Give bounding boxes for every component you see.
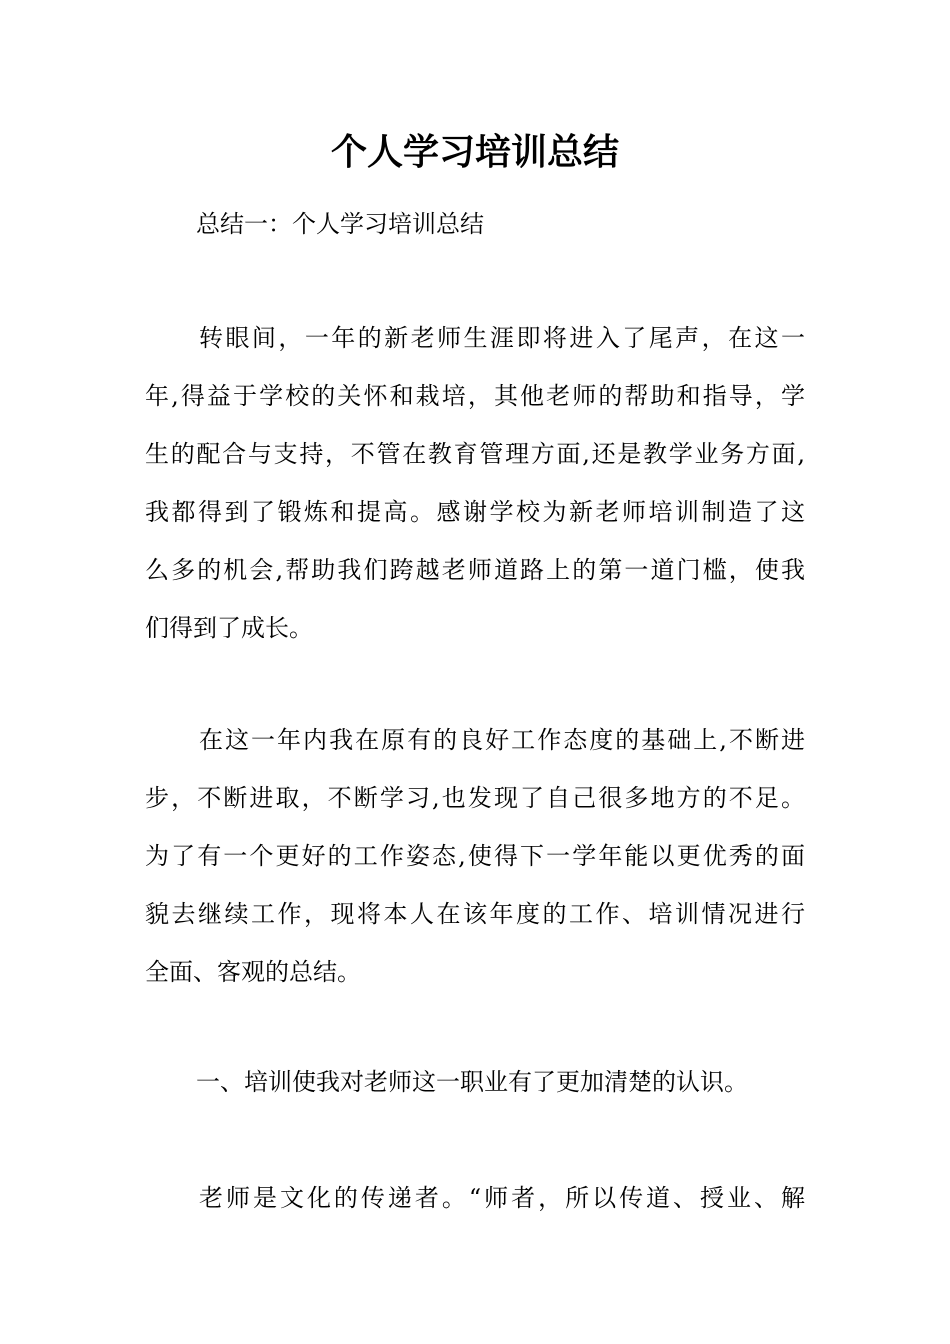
paragraph-2-line: 貌去继续工作，现将本人在该年度的工作、培训情况进行 — [145, 900, 805, 928]
paragraph-1-line: 们得到了成长。 — [145, 614, 313, 642]
document-title: 个人学习培训总结 — [330, 131, 619, 173]
paragraph-2-line: 在这一年内我在原有的良好工作态度的基础上,不断进 — [199, 726, 805, 754]
paragraph-3 — [145, 1169, 805, 1227]
paragraph-1-line: 么多的机会,帮助我们跨越老师道路上的第一道门槛，使我 — [145, 556, 805, 584]
document-subtitle: 总结一：个人学习培训总结 — [196, 210, 484, 238]
paragraph-2-line: 全面、客观的总结。 — [145, 958, 361, 986]
paragraph-1-line: 年,得益于学校的关怀和栽培，其他老师的帮助和指导，学 — [145, 382, 805, 410]
section-1-heading: 一、培训使我对老师这一职业有了更加清楚的认识。 — [196, 1068, 748, 1096]
paragraph-1-line: 我都得到了锻炼和提高。感谢学校为新老师培训制造了这 — [145, 498, 805, 526]
paragraph-1-line: 生的配合与支持，不管在教育管理方面,还是教学业务方面, — [145, 440, 805, 468]
paragraph-1-line: 转眼间，一年的新老师生涯即将进入了尾声，在这一 — [199, 324, 805, 352]
paragraph-2 — [145, 711, 805, 1001]
paragraph-3-line: 老师是文化的传递者。“师者，所以传道、授业、解 — [199, 1184, 805, 1212]
paragraph-2-line: 步，不断进取，不断学习,也发现了自己很多地方的不足。 — [145, 784, 805, 812]
paragraph-2-line: 为了有一个更好的工作姿态,使得下一学年能以更优秀的面 — [145, 842, 805, 870]
paragraph-1 — [145, 309, 805, 657]
